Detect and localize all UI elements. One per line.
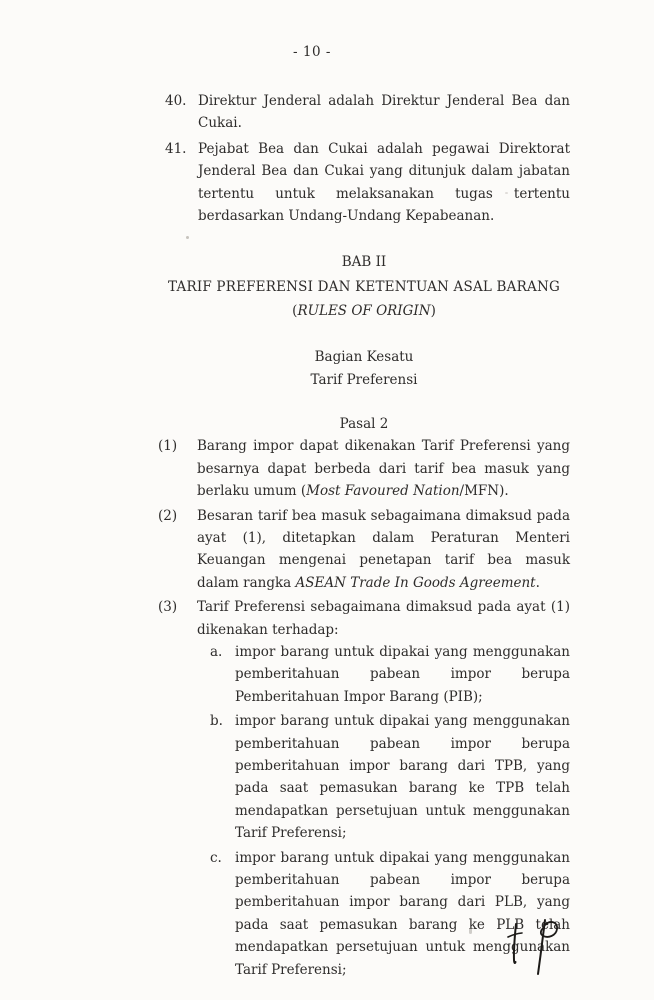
chapter-subtitle-italic: RULES OF ORIGIN [297, 303, 431, 320]
scan-speck [505, 192, 508, 194]
handwritten-initials [498, 912, 578, 984]
scan-speck [469, 928, 472, 934]
clause-text: Barang impor dapat dikenakan Tarif Preferensi yang besarnya dapat berbeda dari tarif bea masuk yang berlaku umum (Most Favoured Nation/MFN). [197, 438, 570, 500]
list-item-number: 40. [165, 93, 187, 109]
clauses-list [158, 435, 570, 983]
clause-number: (2) [158, 507, 178, 524]
definitions-list [158, 90, 570, 227]
section-heading [158, 346, 570, 392]
chapter-heading [158, 250, 570, 324]
section-label: Bagian Kesatu [314, 348, 414, 365]
sub-item-letter: b. [210, 713, 223, 730]
article-heading: Pasal 2 [339, 415, 389, 432]
clause-italic-phrase: Most Favoured Nation [306, 483, 460, 500]
chapter-title: TARIF PREFERENSI DAN KETENTUAN ASAL BARANG [168, 278, 560, 295]
sub-item-text: impor barang untuk dipakai yang menggunakan pemberitahuan pabean impor berupa Pemberitahuan Impor Barang (PIB); [235, 644, 570, 705]
section-title: Tarif Preferensi [310, 371, 418, 388]
clause-text: Besaran tarif bea masuk sebagaimana dimaksud pada ayat (1), ditetapkan dalam Peraturan Menteri Keuangan mengenai penetapan tarif bea masuk dalam rangka ASEAN Trade In Goods Agreement. [197, 507, 570, 591]
sub-item [210, 710, 570, 844]
clause-italic-phrase: ASEAN Trade In Goods Agreement [295, 574, 536, 591]
clause-number: (1) [158, 438, 178, 455]
list-item-number: 41. [165, 140, 187, 157]
sub-item-letter: a. [210, 644, 223, 660]
scan-speck [186, 236, 189, 239]
list-item-text: Direktur Jenderal adalah Direktur Jenderal Bea dan Cukai. [198, 93, 570, 132]
sub-item-text: impor barang untuk dipakai yang menggunakan pemberitahuan pabean impor berupa pemberitahuan impor barang dari TPB, yang pada saat pemasukan barang ke TPB telah mendapatkan persetujuan untuk menggunakan Tarif Preferensi; [235, 713, 570, 842]
chapter-subtitle: (RULES OF ORIGIN) [292, 303, 436, 320]
sub-item-text: impor barang untuk dipakai yang menggunakan pemberitahuan pabean impor berupa pemberitahuan impor barang dari PLB, yang pada saat pemasukan barang ke PLB telah mendapatkan persetujuan untuk menggunakan Tarif Preferensi; [235, 849, 570, 978]
page-content [158, 90, 570, 985]
sub-item [210, 641, 570, 708]
list-item [165, 138, 570, 228]
clause-number: (3) [158, 599, 178, 616]
clause-intro: Tarif Preferensi sebagaimana dimaksud pada ayat (1) dikenakan terhadap: [197, 599, 570, 638]
page-number: - 10 - [293, 44, 331, 60]
chapter-label: BAB II [341, 254, 387, 271]
list-item [165, 90, 570, 135]
sub-item-letter: c. [210, 849, 222, 866]
clause-item [158, 505, 570, 595]
list-item-text: Pejabat Bea dan Cukai adalah pegawai Direktorat Jenderal Bea dan Cukai yang ditunjuk dalam jabatan tertentu untuk melaksanakan tugas tertentu berdasarkan Undang-Undang Kepabeanan. [198, 140, 570, 225]
clause-item [158, 435, 570, 502]
